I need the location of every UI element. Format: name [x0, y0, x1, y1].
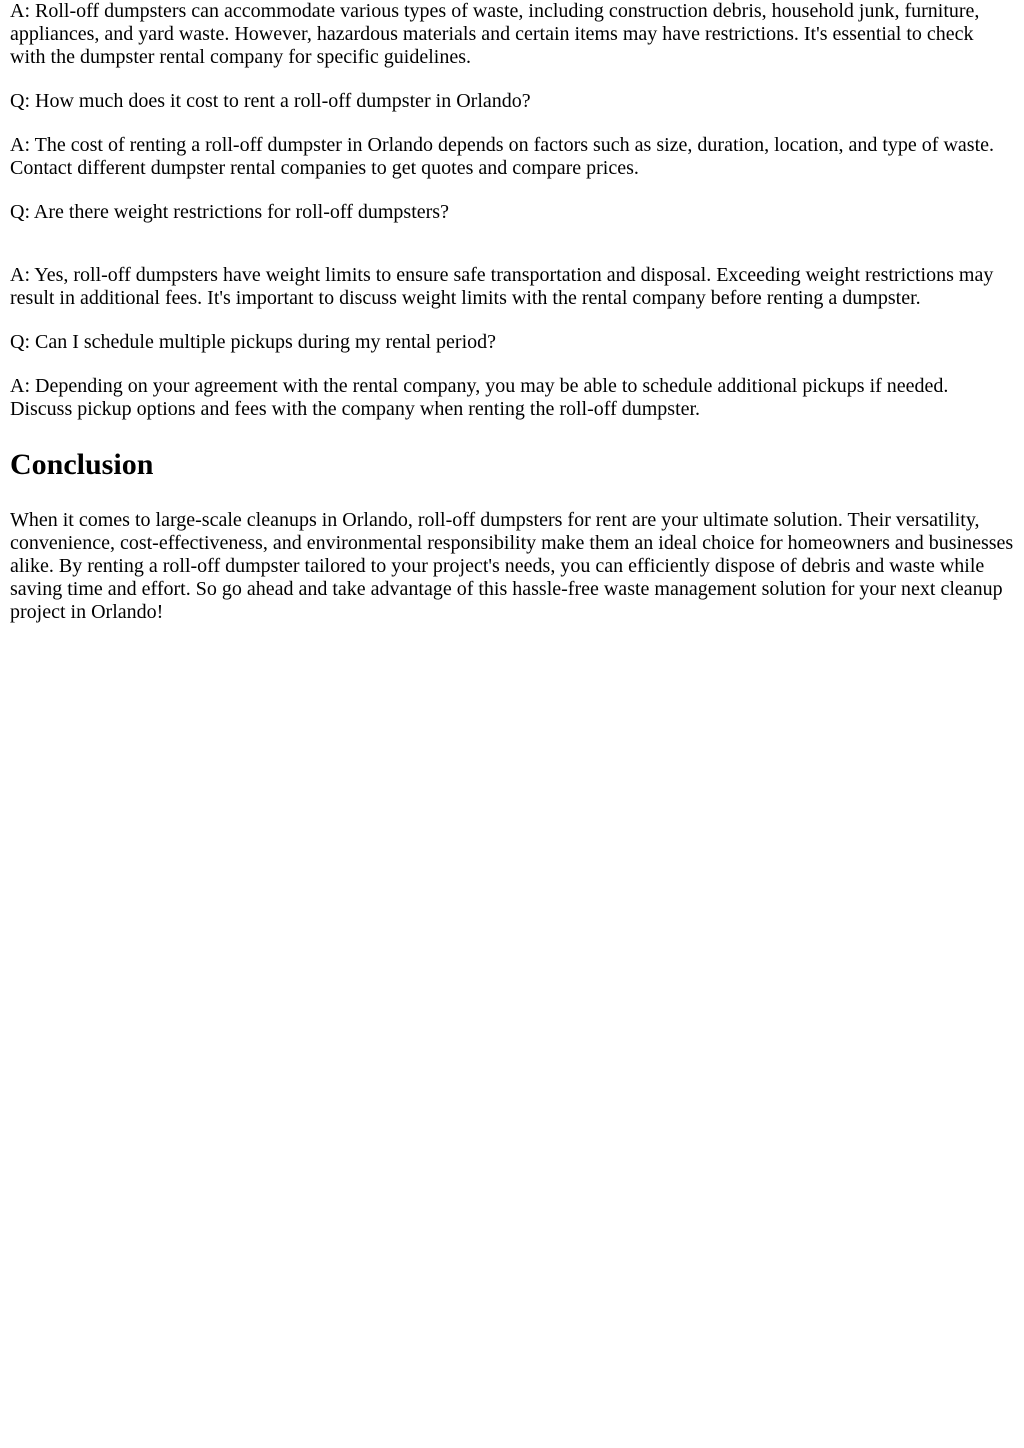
faq-answer-weight: A: Yes, roll-off dumpsters have weight limits to ensure safe transportation and disposal. Exceeding weight restrictions may result in additional fees. It's important to discuss weight limits with the rental company before renting a dumpster.: [10, 264, 994, 309]
faq-question-pickups: Q: Can I schedule multiple pickups during my rental period?: [10, 331, 496, 353]
faq-answer-waste-types: A: Roll-off dumpsters can accommodate various types of waste, including construction debris, household junk, furniture, appliances, and yard waste. However, hazardous materials and certain items may have restrictions. It's essential to check with the dumpster rental company for specific guidelines.: [10, 0, 980, 68]
faq-question-cost: Q: How much does it cost to rent a roll-off dumpster in Orlando?: [10, 90, 531, 112]
conclusion-body: When it comes to large-scale cleanups in Orlando, roll-off dumpsters for rent are your ultimate solution. Their versatility, convenience, cost-effectiveness, and environmental responsibility make them an ideal choice for homeowners and businesses alike. By renting a roll-off dumpster tailored to your project's needs, you can efficiently dispose of debris and waste while saving time and effort. So go ahead and take advantage of this hassle-free waste management solution for your next cleanup project in Orlando!: [10, 509, 1014, 623]
conclusion-heading: Conclusion: [10, 448, 154, 481]
document-page: [0, 0, 1024, 624]
faq-answer-cost: A: The cost of renting a roll-off dumpster in Orlando depends on factors such as size, duration, location, and type of waste. Contact different dumpster rental companies to get quotes and compare prices.: [10, 134, 995, 179]
faq-question-weight: Q: Are there weight restrictions for roll-off dumpsters?: [10, 201, 449, 223]
faq-answer-pickups: A: Depending on your agreement with the rental company, you may be able to schedule additional pickups if needed. Discuss pickup options and fees with the company when renting the roll-off dumpster.: [10, 375, 949, 420]
